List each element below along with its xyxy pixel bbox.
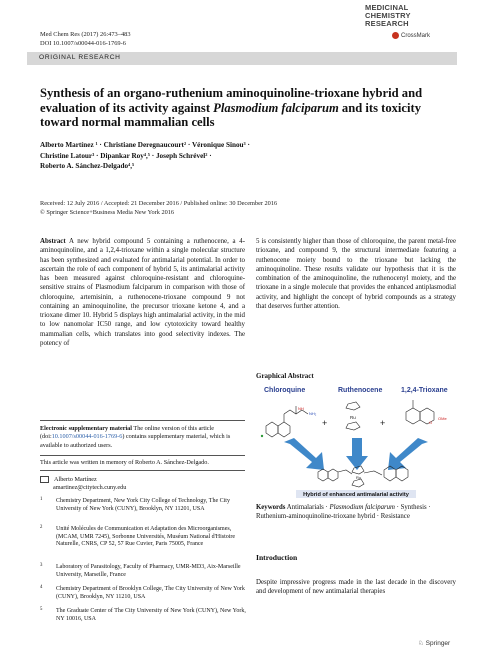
hybrid-structure — [318, 466, 408, 487]
esm-doi-link[interactable]: 10.1007/s00044-016-1769-6 — [51, 433, 123, 441]
springer-label: Springer — [425, 640, 451, 647]
affiliation-text: Laboratory of Parasitology, Faculty of Pharmacy, UMR-MD3, Aix-Marseille University, Marseille, France — [56, 564, 241, 578]
arrow-icon — [388, 438, 428, 470]
keywords — [256, 503, 456, 522]
esm-text: ) contains supplementary material, which is available to authorized users. — [40, 433, 231, 449]
author-line: Roberto A. Sánchez-Delgado⁴,⁵ — [40, 162, 135, 170]
arrow-icon — [284, 438, 324, 470]
affiliation-number: 1 — [40, 497, 43, 502]
memory-note: This article was written in memory of Roberto A. Sánchez-Delgado. — [40, 459, 209, 466]
abstract-text-left: A new hybrid compound 5 containing a ruthenocene, a 4-aminoquinoline, and a 1,2,4-trioxane within a single molecular structure has been synthesized and evaluated for antimalarial potential. In order to ascertain the role of each component of hybrid 5, its antimalarial activity has been measured against chloroquine-resistant and chloroquine-sensitive strains of Plasmodium falciparum in comparison with those of chloroquine, artemisinin, a ruthenocene-trioxane compound 9 not containing an aminoquinoline, the precursor trioxane ketone 4, and a trioxane dimer 10. Hybrid 5 displays high antimalarial activity, in the mid to low nanomolar IC50 range, and low cytotoxicity toward healthy mammalian cells, which translates into good selectivity indexes. The potency of — [40, 238, 245, 347]
logo-line: CHEMISTRY — [365, 11, 411, 20]
affiliation-number: 4 — [40, 585, 43, 590]
copyright-line: © Springer Science+Business Media New York 2016 — [40, 208, 175, 216]
journal-citation: Med Chem Res (2017) 26:473–483 — [40, 31, 131, 38]
plus-sign: + — [380, 418, 386, 428]
abstract-label: Abstract — [40, 238, 66, 245]
section-label: ORIGINAL RESEARCH — [39, 54, 121, 61]
article-title — [40, 86, 450, 130]
affiliation-text: Unité Molécules de Communication et Adaptation des Microorganismes, (MCAM, UMR 7245), Sorbonne Universités, Muséum National d'Histoire Naturelle, CNRS, CP 52, 57 Rue Cuvier, Paris 75005, France — [56, 526, 236, 548]
title-part1: Synthesis of an organo-ruthenium aminoquinoline-trioxane hybrid and evaluation of its activity against — [40, 86, 423, 115]
author-line: Alberto Martínez ¹ · Christiane Deregnaucourt² · Véronique Sinou³ · — [40, 141, 250, 149]
author-list — [40, 140, 440, 172]
crossmark-link[interactable] — [392, 32, 430, 39]
affiliation-number: 5 — [40, 607, 43, 612]
crossmark-label: CrossMark — [401, 33, 431, 40]
logo-line: MEDICINAL — [365, 3, 409, 12]
affiliation-text: Chemistry Department of Brooklyn College, The City University of New York (CUNY), Brooklyn, NY 11210, USA — [56, 586, 245, 600]
divider — [40, 455, 245, 456]
divider — [40, 420, 245, 421]
esm-text: The online version of this article (doi: — [40, 425, 215, 441]
chem-label: NH — [298, 406, 304, 411]
article-dates — [40, 200, 277, 217]
ga-caption: Hybrid of enhanced antimalarial activity — [303, 492, 409, 498]
affiliation-number: 2 — [40, 525, 43, 530]
springer-icon: ♘ — [418, 640, 424, 647]
chem-label: O — [429, 420, 433, 425]
esm-label: Electronic supplementary material — [40, 425, 132, 432]
label-chloroquine: Chloroquine — [264, 387, 306, 394]
arrow-icon — [346, 438, 368, 470]
logo-line: RESEARCH — [365, 19, 409, 28]
received-line: Received: 12 July 2016 / Accepted: 21 December 2016 / Published online: 30 December 2016 — [40, 200, 278, 207]
correspondence-email[interactable]: amartinez@citytech.cuny.edu — [53, 484, 127, 491]
label-trioxane: 1,2,4-Trioxane — [401, 387, 448, 394]
mail-icon — [40, 476, 49, 483]
affiliation-number: 3 — [40, 563, 43, 568]
chem-label: Ru — [356, 475, 362, 480]
author-line: Christine Latour³ · Dipankar Roy⁴,⁵ · Joseph Schrével² · — [40, 151, 212, 160]
keywords-text: · Synthesis · Ruthenium-aminoquinoline-trioxane hybrid · Resistance — [256, 504, 431, 521]
introduction-text: Despite impressive progress made in the last decade in the discovery and development of new antimalarial therapies — [256, 579, 456, 596]
esm-note — [40, 425, 245, 450]
section-bar — [27, 52, 457, 65]
correspondence — [40, 476, 245, 492]
keywords-italic: Plasmodium falciparum — [329, 504, 395, 511]
plus-sign: + — [322, 418, 328, 428]
affiliation-text: Chemistry Department, New York City College of Technology, The City University of New York (CUNY), Brooklyn, NY 11201, USA — [56, 498, 230, 512]
graphical-abstract-title: Graphical Abstract — [256, 372, 314, 380]
affiliation-text: The Graduate Center of The City University of New York (CUNY), New York, NY 10016, USA — [56, 608, 246, 622]
abstract-left — [40, 237, 245, 348]
keywords-text: Antimalarials · — [285, 504, 330, 511]
correspondence-name: Alberto Martínez — [54, 476, 97, 483]
crossmark-icon — [392, 32, 399, 39]
chem-label: NH₂ — [309, 411, 317, 416]
title-italic: Plasmodium falciparum — [213, 100, 339, 115]
abstract-right: 5 is consistently higher than those of chloroquine, the parent metal-free trioxane, and compound 9, the structural intermediate featuring a ruthenocene moiety bound to the trioxane but lacking the aminoquinoline. These results validate our hypothesis that it is the combination of the aminoquinoline, the ruthenocenyl moiety, and the trioxane in a single molecule that provides the enhanced antiplasmodial activity, and highlight the concept of hybrid compounds as a strategy that deserves further attention. — [256, 238, 456, 310]
title-part2: and its toxicity toward normal mammalian cells — [40, 100, 421, 129]
divider — [40, 470, 245, 471]
springer-footer — [418, 639, 450, 647]
doi-line: DOI 10.1007/s00044-016-1769-6 — [40, 40, 126, 47]
introduction-heading: Introduction — [256, 553, 298, 562]
keywords-label: Keywords — [256, 504, 286, 511]
graphical-abstract-figure — [256, 380, 456, 498]
chem-label: Ru — [350, 415, 356, 420]
label-ruthenocene: Ruthenocene — [338, 387, 383, 394]
chem-label: OMe — [438, 416, 447, 421]
